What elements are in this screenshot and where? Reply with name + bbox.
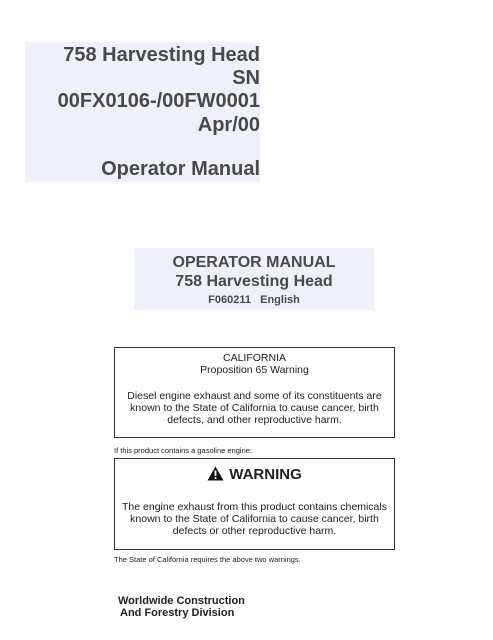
title-line-manual-type: Operator Manual [101,158,260,180]
warning-triangle-icon [207,466,224,486]
prop65-body-line: Diesel engine exhaust and some of its constituents are [127,390,382,402]
warning-box [114,458,395,550]
state-requirement-note: The State of California requires the above two warnings. [114,555,301,564]
manual-id-product: 758 Harvesting Head [175,273,333,290]
manual-id-code: F060211 English [208,294,300,306]
warning-body-line: defects or other reproductive harm. [172,525,337,537]
division-footer [118,595,245,619]
manual-id-heading: OPERATOR MANUAL [172,254,336,271]
manual-id-block [134,248,374,310]
title-line-serial-range: 00FX0106-/00FW0001 [57,90,260,112]
gasoline-note: If this product contains a gasoline engine: [114,446,253,455]
title-line-product: 758 Harvesting Head [63,44,260,66]
division-line: And Forestry Division [120,607,235,619]
warning-heading [115,466,394,486]
division-line: Worldwide Construction [118,595,245,607]
warning-heading-text: WARNING [229,466,302,483]
california-prop65-box [114,347,395,438]
prop65-heading: Proposition 65 Warning [200,364,309,376]
cover-title-block [25,42,260,182]
title-line-date: Apr/00 [197,114,260,136]
california-heading: CALIFORNIA [222,352,286,364]
warning-body-line: The engine exhaust from this product contains chemicals [122,501,387,513]
title-line-sn-label: SN [232,67,260,89]
prop65-body-line: known to the State of California to cause cancer, birth [130,402,379,414]
prop65-body-line: defects, and other reproductive harm. [167,414,342,426]
warning-body-line: known to the State of California to cause cancer, birth [130,513,379,525]
